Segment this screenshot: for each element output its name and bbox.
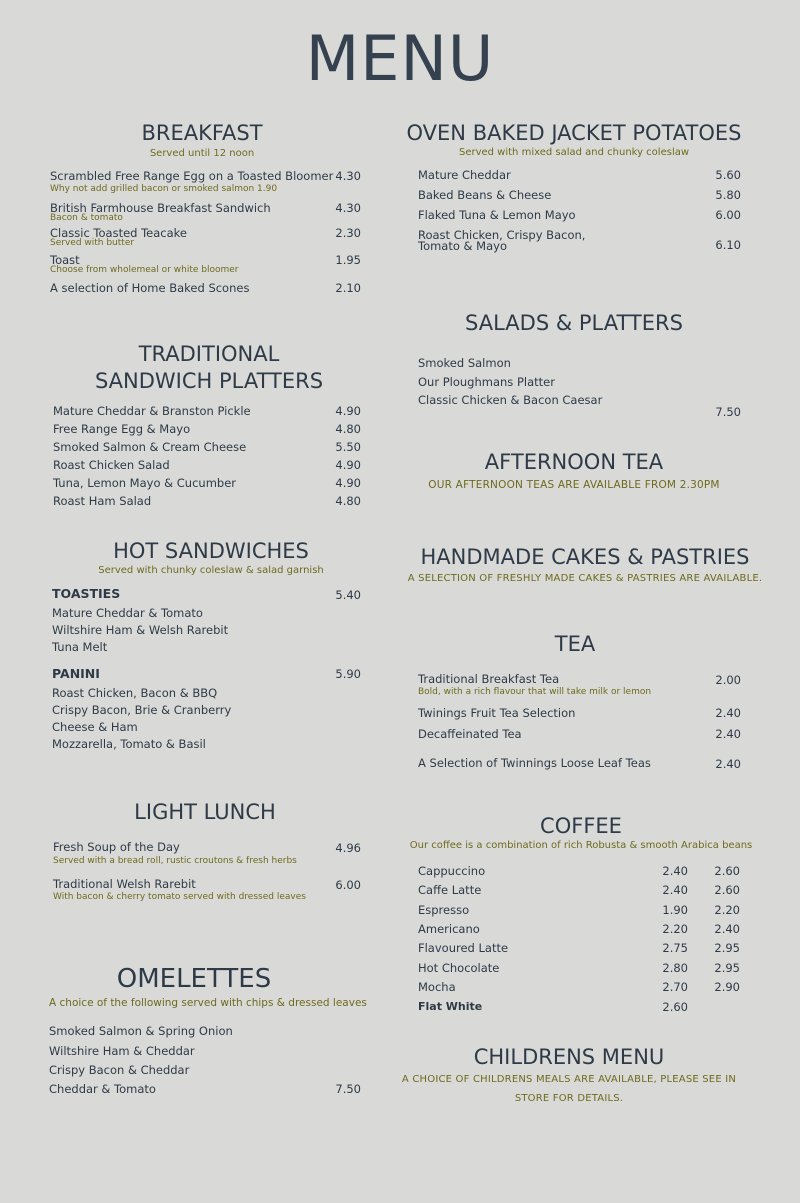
panini-price: 5.90 [335, 667, 361, 681]
breakfast-heading: BREAKFAST [141, 121, 263, 145]
menu-item-price: 4.30 [335, 169, 361, 183]
toasties-price: 5.40 [335, 588, 361, 602]
menu-item-name: Smoked Salmon [418, 356, 511, 370]
afternoon-tea-subtitle: OUR AFTERNOON TEAS ARE AVAILABLE FROM 2.30PM [428, 479, 720, 491]
omelettes-subtitle: A choice of the following served with chips & dressed leaves [49, 997, 367, 1009]
coffee-price-regular: 2.80 [662, 961, 688, 975]
coffee-item-name: Flavoured Latte [418, 941, 509, 955]
menu-item-note: Bold, with a rich flavour that will take milk or lemon [418, 687, 652, 697]
coffee-item-name: Espresso [418, 903, 470, 917]
sandwich-platters-heading-line2: SANDWICH PLATTERS [94, 369, 324, 393]
menu-item-price: 4.90 [335, 458, 361, 472]
jacket-potatoes-subtitle: Served with mixed salad and chunky coleslaw [458, 147, 690, 158]
coffee-price-large: 2.20 [714, 903, 740, 917]
menu-item-name: A Selection of Twinnings Loose Leaf Teas [418, 756, 651, 770]
menu-item-name: Smoked Salmon & Spring Onion [49, 1024, 233, 1038]
menu-item-name: Mature Cheddar & Branston Pickle [53, 404, 251, 418]
toasties-label: TOASTIES [52, 586, 121, 601]
menu-item-price: 4.80 [335, 494, 361, 508]
menu-item-note: Served with a bread roll, rustic croutons & fresh herbs [53, 856, 297, 866]
menu-item-name: Smoked Salmon & Cream Cheese [53, 440, 247, 454]
menu-item-name: A selection of Home Baked Scones [50, 281, 250, 295]
menu-item-name: Our Ploughmans Platter [418, 375, 555, 389]
salads-price: 7.50 [715, 405, 741, 419]
menu-item-price: 6.00 [715, 208, 741, 222]
coffee-item-name: Cappuccino [418, 864, 486, 878]
menu-item-price: 4.30 [335, 201, 361, 215]
menu-item-name: Free Range Egg & Mayo [53, 422, 191, 436]
menu-item-name: Wiltshire Ham & Welsh Rarebit [52, 623, 229, 637]
menu-item-price: 5.60 [715, 168, 741, 182]
menu-item-price: 2.40 [715, 706, 741, 720]
menu-item-price: 2.40 [715, 757, 741, 771]
menu-item-name: Flaked Tuna & Lemon Mayo [418, 208, 576, 222]
coffee-price-regular: 2.70 [662, 980, 688, 994]
cakes-heading: HANDMADE CAKES & PASTRIES [420, 545, 750, 569]
coffee-item-name: Hot Chocolate [418, 961, 500, 975]
panini-label: PANINI [52, 666, 100, 681]
menu-item-name: Tuna Melt [52, 640, 108, 654]
coffee-price-large: 2.95 [714, 961, 740, 975]
childrens-line1: A CHOICE OF CHILDRENS MEALS ARE AVAILABLE, PLEASE SEE IN [401, 1074, 737, 1085]
coffee-price-large: 2.90 [714, 980, 740, 994]
menu-item-name: Scrambled Free Range Egg on a Toasted Bloomer [50, 169, 334, 183]
hot-sandwiches-subtitle: Served with chunky coleslaw & salad garnish [98, 565, 324, 576]
coffee-price-large: 2.95 [714, 941, 740, 955]
menu-item-price: 2.10 [335, 281, 361, 295]
menu-item-name: Mature Cheddar & Tomato [52, 606, 203, 620]
menu-item-name: Decaffeinated Tea [418, 727, 522, 741]
menu-item-name: Twinings Fruit Tea Selection [418, 706, 576, 720]
menu-item-name: Traditional Welsh Rarebit [53, 877, 196, 891]
menu-item-name: Roast Chicken, Crispy Bacon, [418, 228, 586, 242]
hot-sandwiches-heading: HOT SANDWICHES [113, 539, 309, 563]
omelettes-heading: OMELETTES [116, 964, 272, 994]
menu-item-note: Served with butter [50, 238, 135, 248]
cakes-subtitle: A SELECTION OF FRESHLY MADE CAKES & PASTRIES ARE AVAILABLE. [407, 573, 763, 584]
coffee-heading: COFFEE [540, 814, 622, 838]
coffee-price-large: 2.60 [714, 883, 740, 897]
menu-item-price: 4.90 [335, 404, 361, 418]
coffee-price-regular: 2.75 [662, 941, 688, 955]
coffee-price-regular: 2.40 [662, 864, 688, 878]
menu-item-name: Cheddar & Tomato [49, 1082, 156, 1096]
coffee-price-regular: 2.60 [662, 1000, 688, 1014]
jacket-potatoes-heading: OVEN BAKED JACKET POTATOES [406, 121, 742, 145]
menu-item-note: Bacon & tomato [50, 213, 123, 223]
tea-heading: TEA [554, 632, 596, 656]
sandwich-platters-heading-line1: TRADITIONAL [138, 342, 280, 366]
coffee-price-regular: 2.20 [662, 922, 688, 936]
menu-item-name: Wiltshire Ham & Cheddar [49, 1044, 195, 1058]
coffee-price-large: 2.40 [714, 922, 740, 936]
menu-item-name: Cheese & Ham [52, 720, 138, 734]
menu-item-price: 1.95 [335, 253, 361, 267]
coffee-price-large: 2.60 [714, 864, 740, 878]
menu-item-note: With bacon & cherry tomato served with dressed leaves [53, 892, 306, 902]
coffee-item-name: Americano [418, 922, 480, 936]
coffee-price-regular: 1.90 [662, 903, 688, 917]
menu-item-name: Roast Chicken Salad [53, 458, 170, 472]
menu-item-price: 4.96 [335, 841, 361, 855]
childrens-line2: STORE FOR DETAILS. [514, 1093, 624, 1104]
menu-item-name: Classic Toasted Teacake [50, 226, 188, 240]
menu-item-name: Classic Chicken & Bacon Caesar [418, 393, 603, 407]
afternoon-tea-heading: AFTERNOON TEA [484, 450, 664, 474]
coffee-item-name: Mocha [418, 980, 456, 994]
menu-item-price: 2.40 [715, 727, 741, 741]
menu-item-price: 4.90 [335, 476, 361, 490]
salads-heading: SALADS & PLATTERS [465, 311, 683, 335]
coffee-price-regular: 2.40 [662, 883, 688, 897]
coffee-item-name: Caffe Latte [418, 883, 482, 897]
menu-item-name: British Farmhouse Breakfast Sandwich [50, 201, 271, 215]
menu-item-price: 2.00 [715, 673, 741, 687]
coffee-item-name: Flat White [418, 1000, 483, 1013]
menu-item-name: Crispy Bacon & Cheddar [49, 1063, 190, 1077]
menu-item-note: Choose from wholemeal or white bloomer [50, 265, 239, 275]
menu-item-note: Why not add grilled bacon or smoked salmon 1.90 [50, 184, 278, 194]
menu-item-price: 5.80 [715, 188, 741, 202]
menu-item-name-line2: Tomato & Mayo [418, 239, 507, 253]
coffee-subtitle: Our coffee is a combination of rich Robusta & smooth Arabica beans [409, 840, 753, 851]
menu-item-name: Baked Beans & Cheese [418, 188, 552, 202]
menu-item-name: Mature Cheddar [418, 168, 511, 182]
childrens-heading: CHILDRENS MENU [473, 1045, 665, 1069]
menu-item-price: 5.50 [335, 440, 361, 454]
page-title: MENU [305, 22, 495, 95]
menu-item-price: 6.10 [715, 238, 741, 252]
omelettes-price: 7.50 [335, 1082, 361, 1096]
menu-item-name: Tuna, Lemon Mayo & Cucumber [53, 476, 237, 490]
menu-item-price: 4.80 [335, 422, 361, 436]
menu-item-name: Traditional Breakfast Tea [418, 672, 560, 686]
menu-item-name: Roast Ham Salad [53, 494, 152, 508]
menu-item-name: Crispy Bacon, Brie & Cranberry [52, 703, 232, 717]
breakfast-subtitle: Served until 12 noon [149, 148, 255, 159]
menu-item-price: 2.30 [335, 226, 361, 240]
menu-item-price: 6.00 [335, 878, 361, 892]
light-lunch-heading: LIGHT LUNCH [134, 800, 276, 824]
menu-item-name: Roast Chicken, Bacon & BBQ [52, 686, 218, 700]
menu-item-name: Toast [50, 253, 80, 267]
menu-item-name: Mozzarella, Tomato & Basil [52, 737, 206, 751]
menu-item-name: Fresh Soup of the Day [53, 840, 180, 854]
